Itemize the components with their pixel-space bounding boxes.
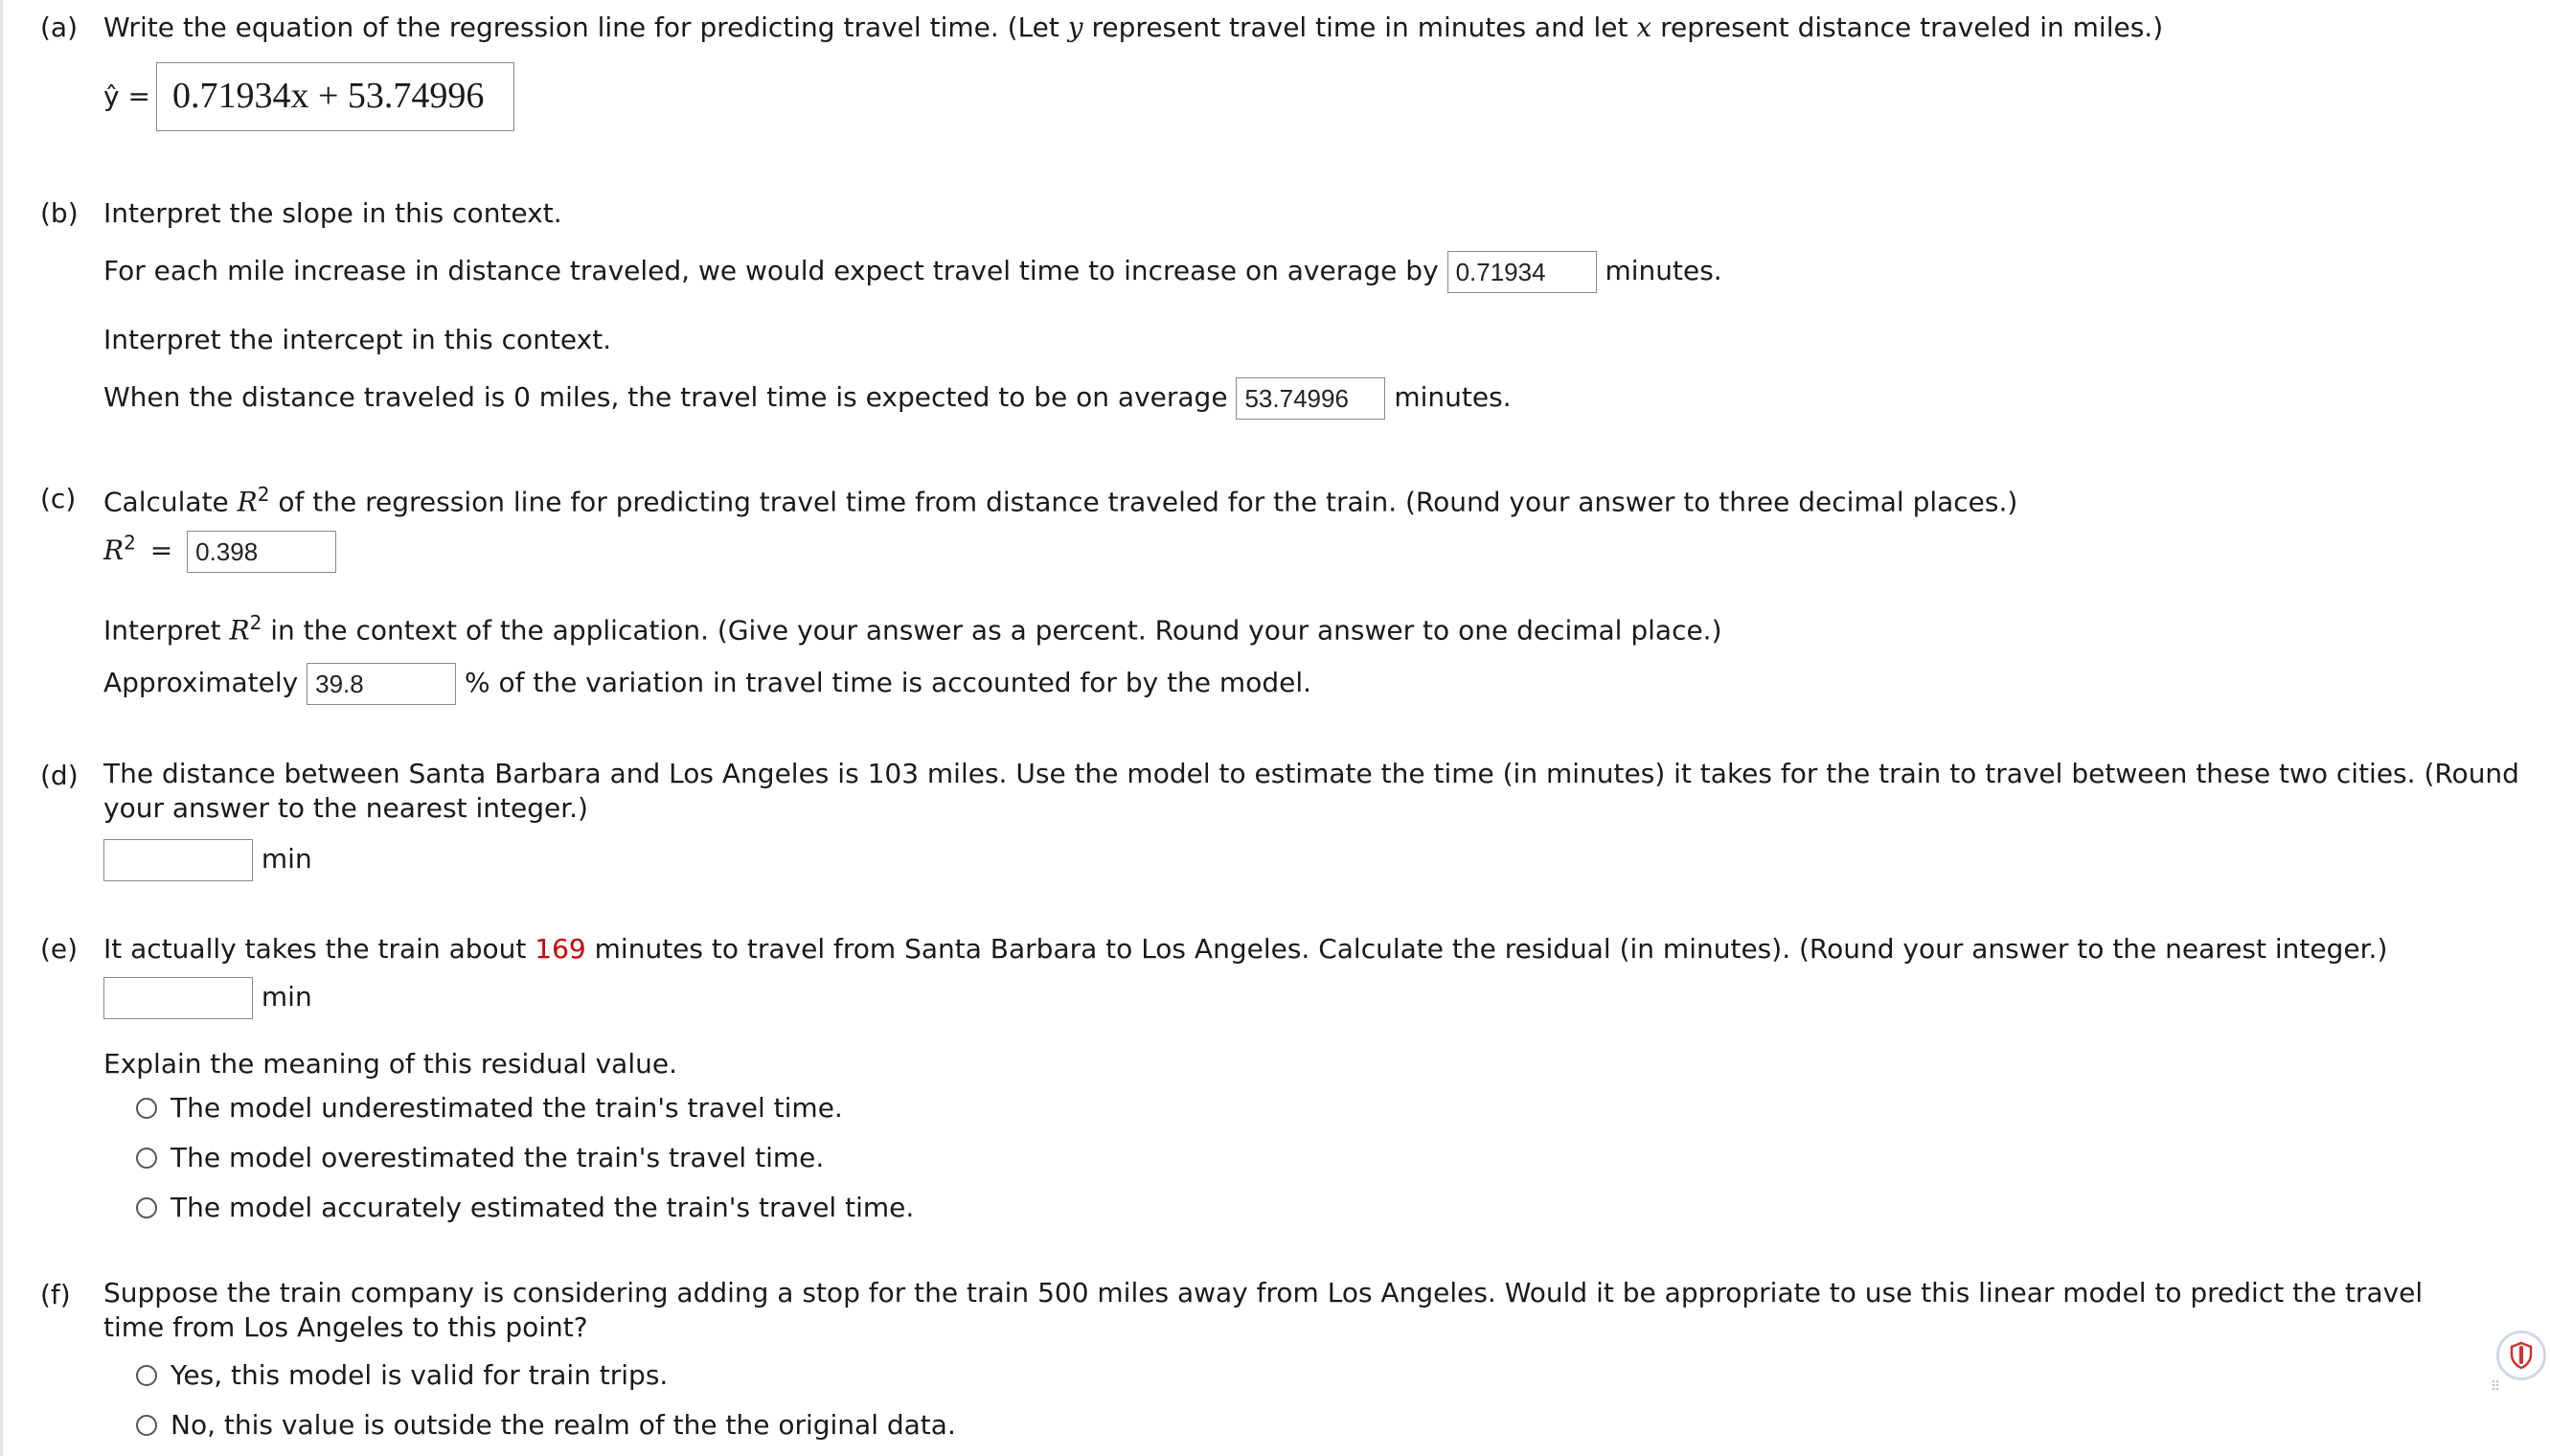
- residual-explain-heading: Explain the meaning of this residual value.: [103, 1048, 677, 1080]
- drag-handle-icon[interactable]: ⠿: [2491, 1379, 2501, 1395]
- regression-equation-field[interactable]: 0.71934x + 53.74996: [156, 62, 514, 131]
- radio-button[interactable]: [136, 1148, 157, 1169]
- yhat-label: ŷ =: [103, 80, 150, 112]
- part-d-label: (d): [40, 760, 79, 791]
- r-squared-field[interactable]: 0.398: [187, 531, 336, 573]
- validity-option-yes[interactable]: Yes, this model is valid for train trips.: [136, 1359, 668, 1391]
- residual-option-underestimated[interactable]: The model underestimated the train's travel time.: [136, 1092, 843, 1124]
- slope-heading: Interpret the slope in this context.: [103, 197, 562, 229]
- radio-button[interactable]: [136, 1415, 157, 1436]
- part-f-question: Suppose the train company is considering adding a stop for the train 500 miles away from Los Angeles. Would it be appropriate to use this linear model to predict the travel time from Los Angeles to this point?: [103, 1277, 2424, 1343]
- part-c-question: Calculate $R^2$ of the regression line for predicting travel time from distance traveled for the train. (Round your answer to three decimal places.): [103, 483, 2018, 518]
- interpret-r-squared-heading: Interpret $R^2$ in the context of the application. (Give your answer as a percent. Round your answer to one decimal place.): [103, 611, 1722, 647]
- part-f-label: (f): [40, 1279, 71, 1310]
- intercept-heading: Interpret the intercept in this context.: [103, 324, 612, 355]
- part-e-answer-row: min: [103, 977, 312, 1019]
- slope-answer-field[interactable]: 0.71934: [1447, 251, 1597, 293]
- part-a-question: Write the equation of the regression line for predicting travel time. (Let y represent travel time in minutes and let x represent distance traveled in miles.): [103, 11, 2164, 43]
- radio-button[interactable]: [136, 1365, 157, 1386]
- radio-button[interactable]: [136, 1197, 157, 1218]
- residual-option-overestimated[interactable]: The model overestimated the train's travel time.: [136, 1142, 824, 1173]
- intercept-answer-field[interactable]: 53.74996: [1236, 377, 1385, 420]
- estimated-time-field[interactable]: [103, 839, 253, 881]
- percent-sentence: Approximately 39.8 % of the variation in travel time is accounted for by the model.: [103, 663, 1311, 705]
- residual-field[interactable]: [103, 977, 253, 1019]
- page-left-border: [0, 0, 3, 1456]
- r-squared-row: $R^2 = 0.398$: [103, 531, 336, 573]
- part-c-label: (c): [40, 483, 77, 514]
- shield-icon: [2509, 1341, 2534, 1370]
- slope-sentence: For each mile increase in distance traveled, we would expect travel time to increase on average by 0.71934 minutes.: [103, 251, 1722, 293]
- helper-widget-button[interactable]: [2496, 1331, 2546, 1380]
- part-e-label: (e): [40, 933, 79, 965]
- part-d-question: The distance between Santa Barbara and Los Angeles is 103 miles. Use the model to estimate the time (in minutes) it takes for the train to travel between these two cities. (Round your answer to the nearest integer.): [103, 758, 2519, 824]
- validity-option-no[interactable]: No, this value is outside the realm of the the original data.: [136, 1409, 956, 1441]
- actual-time-value: 169: [535, 933, 586, 965]
- part-b-label: (b): [40, 197, 79, 229]
- intercept-sentence: When the distance traveled is 0 miles, the travel time is expected to be on average 53.74996 minutes.: [103, 377, 1512, 420]
- radio-button[interactable]: [136, 1098, 157, 1119]
- percent-variation-field[interactable]: 39.8: [307, 663, 456, 705]
- part-a-label: (a): [40, 11, 79, 43]
- part-d-answer-row: min: [103, 839, 312, 881]
- residual-option-accurate[interactable]: The model accurately estimated the train's travel time.: [136, 1192, 914, 1223]
- part-e-question: It actually takes the train about 169 minutes to travel from Santa Barbara to Los Angeles. Calculate the residual (in minutes). (Round your answer to the nearest integer.): [103, 933, 2388, 965]
